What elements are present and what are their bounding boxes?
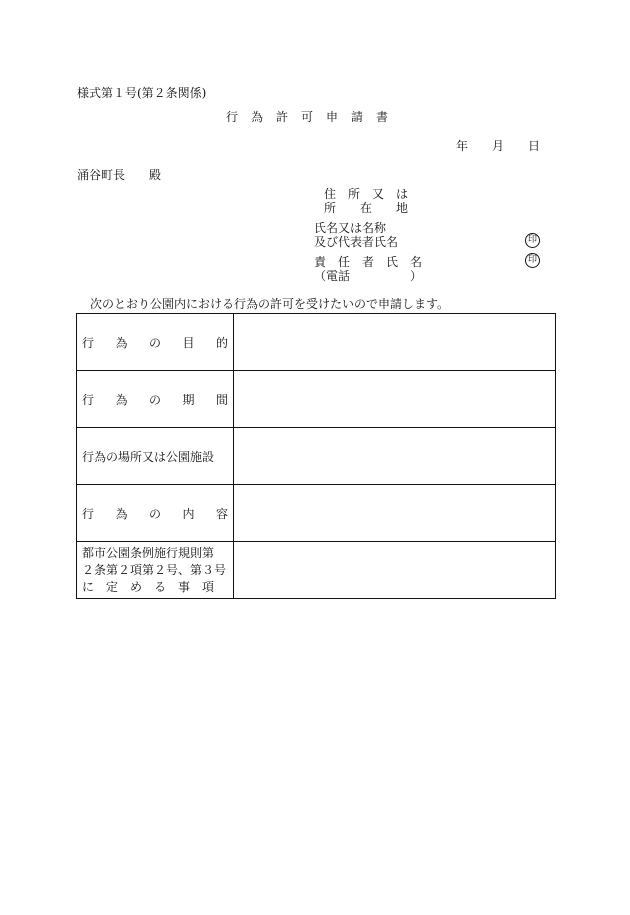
table-row	[77, 542, 556, 599]
date-year: 年	[456, 139, 469, 153]
table-row	[77, 485, 556, 542]
label-char: 行	[82, 335, 95, 350]
address-label-line2: 所 在 地	[324, 201, 409, 215]
row-label-purpose	[77, 314, 234, 371]
label-char: 内	[182, 506, 195, 521]
row-label-content	[77, 485, 234, 542]
name-label-line1: 氏名又は名称	[314, 221, 387, 235]
addressee: 涌谷町長 殿	[77, 168, 162, 182]
label-char: の	[148, 335, 161, 350]
row-value-purpose[interactable]	[234, 314, 556, 371]
row-value-content[interactable]	[234, 485, 556, 542]
label-line: ２条第２項第２号、第３号	[82, 562, 227, 577]
date-month: 月	[492, 139, 505, 153]
row-label-location	[77, 428, 234, 485]
document-title: 行 為 許 可 申 請 書	[226, 110, 389, 124]
label-char: の	[148, 392, 161, 407]
label-char: 為	[115, 335, 128, 350]
row-value-regulation[interactable]	[234, 542, 556, 599]
label-char: 行	[82, 506, 95, 521]
responsible-label-line1: 責 任 者 氏 名	[314, 255, 423, 269]
row-value-period[interactable]	[234, 371, 556, 428]
date-day: 日	[528, 139, 541, 153]
label-char: 容	[215, 506, 228, 521]
label-char: 目	[182, 335, 195, 350]
intro-text: 次のとおり公園内における行為の許可を受けたいので申請します。	[90, 297, 450, 311]
table-row	[77, 314, 556, 371]
seal-mark-name: 印	[525, 233, 540, 248]
label-line: 都市公園条例施行規則第	[82, 545, 215, 560]
label-char: 間	[215, 392, 228, 407]
table-row	[77, 428, 556, 485]
table-row	[77, 371, 556, 428]
name-label-line2: 及び代表者氏名	[314, 235, 399, 249]
row-label-period	[77, 371, 234, 428]
seal-mark-responsible: 印	[525, 253, 540, 268]
label-char: 為	[115, 392, 128, 407]
application-table	[76, 313, 556, 599]
row-label-regulation	[77, 542, 234, 599]
label-char: 的	[215, 335, 228, 350]
label-char: 行	[82, 392, 95, 407]
label-char: 期	[182, 392, 195, 407]
label-text: 行為の場所又は公園施設	[82, 449, 215, 464]
label-line: に 定 め る 事 項	[82, 579, 215, 594]
label-char: 為	[115, 506, 128, 521]
form-number: 様式第１号(第２条関係)	[77, 86, 207, 100]
label-char: の	[148, 506, 161, 521]
address-label-line1: 住 所 又 は	[324, 187, 409, 201]
responsible-label-line2: （電話 ）	[314, 269, 423, 283]
row-value-location[interactable]	[234, 428, 556, 485]
